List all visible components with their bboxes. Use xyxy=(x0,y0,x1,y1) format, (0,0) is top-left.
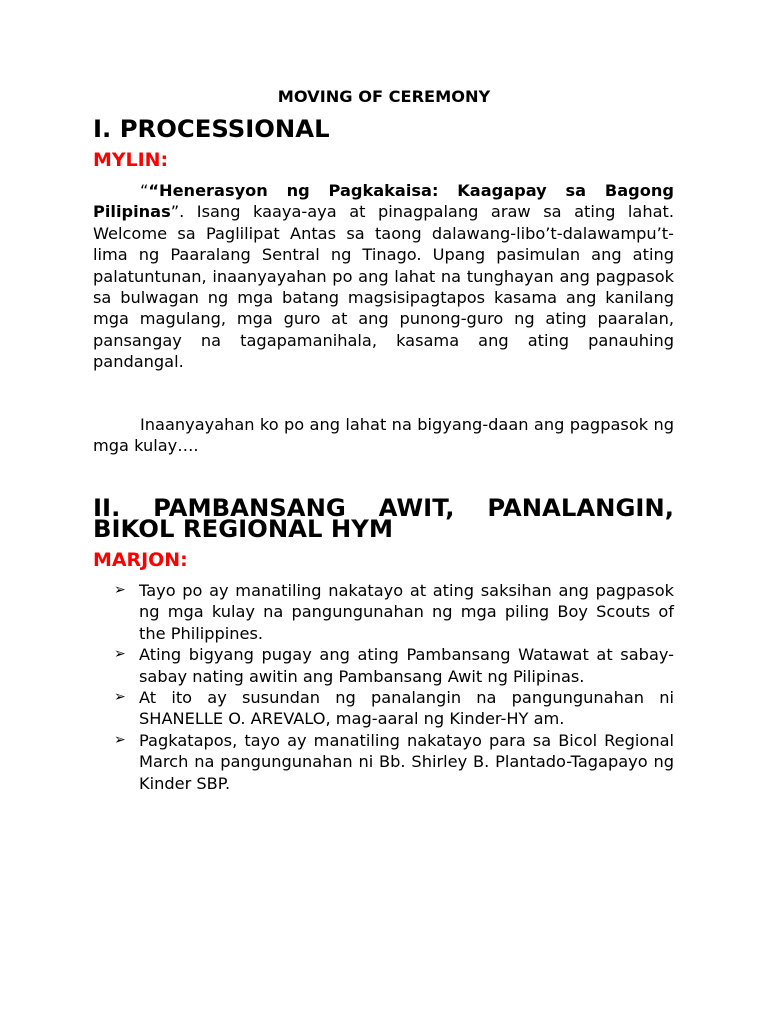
section-heading-national-anthem: II. PAMBANSANG AWIT, PANALANGIN, BIKOL REGIONAL HYM xyxy=(93,493,674,544)
quote-open: “ xyxy=(140,181,149,200)
section-heading-processional: I. PROCESSIONAL xyxy=(93,114,330,143)
quote-close: ” xyxy=(170,202,180,222)
document-title: MOVING OF CEREMONY xyxy=(277,87,491,106)
list-item-text: At ito ay susundan ng panalangin na pangungunahan ni SHANELLE O. AREVALO, mag-aaral ng Kinder-HY am. xyxy=(139,688,674,729)
list-item xyxy=(93,730,674,794)
speaker-label-marjon: MARJON: xyxy=(93,549,188,571)
list-item xyxy=(93,644,674,687)
colors-entrance-paragraph: Inaanyayahan ko po ang lahat na bigyang-daan ang pagpasok ng mga kulay…. xyxy=(93,415,674,456)
processional-paragraph xyxy=(93,180,674,373)
list-item-text: Pagkatapos, tayo ay manatiling nakatayo para sa Bicol Regional March na pangungunahan ni Bb. Shirley B. Plantado-Tagapayo ng Kinder SBP. xyxy=(139,730,674,793)
arrow-bullet-icon: ➢ xyxy=(114,582,126,598)
list-item-text: Ating bigyang pugay ang ating Pambansang Watawat at sabay-sabay nating awitin ang Pambansang Awit ng Pilipinas. xyxy=(139,645,674,686)
speaker-label-mylin: MYLIN: xyxy=(93,149,169,171)
list-item-text: Tayo po ay manatiling nakatayo at ating saksihan ang pagpasok ng mga kulay na pangungunahan ng mga piling Boy Scouts of the Philippines. xyxy=(139,581,674,643)
list-item xyxy=(93,687,674,730)
theme-text: “Henerasyon ng Pagkakaisa: Kaagapay sa Bagong Pilipinas xyxy=(93,181,674,222)
arrow-bullet-icon: ➢ xyxy=(114,731,126,748)
program-bullet-list xyxy=(93,580,674,794)
arrow-bullet-icon: ➢ xyxy=(114,646,126,663)
list-item xyxy=(93,580,674,644)
processional-body: . Isang kaaya-aya at pinagpalang araw sa ating lahat. Welcome sa Paglilipat Antas sa taong dalawang-libo’t-dalawampu’t-lima ng Paaralang Sentral ng Tinago. Upang pasimulan ang ating palatuntunan, inaanyayahan po ang lahat na tunghayan ang pagpasok sa bulwagan ng mga batang magsisipagtapos kasama ang kanilang mga magulang, mga guro at ang punong-guro ng ating paaralan, pansangay na tagapamanihala, kasama ang ating panauhing pandangal. xyxy=(93,202,674,372)
arrow-bullet-icon: ➢ xyxy=(114,689,126,706)
